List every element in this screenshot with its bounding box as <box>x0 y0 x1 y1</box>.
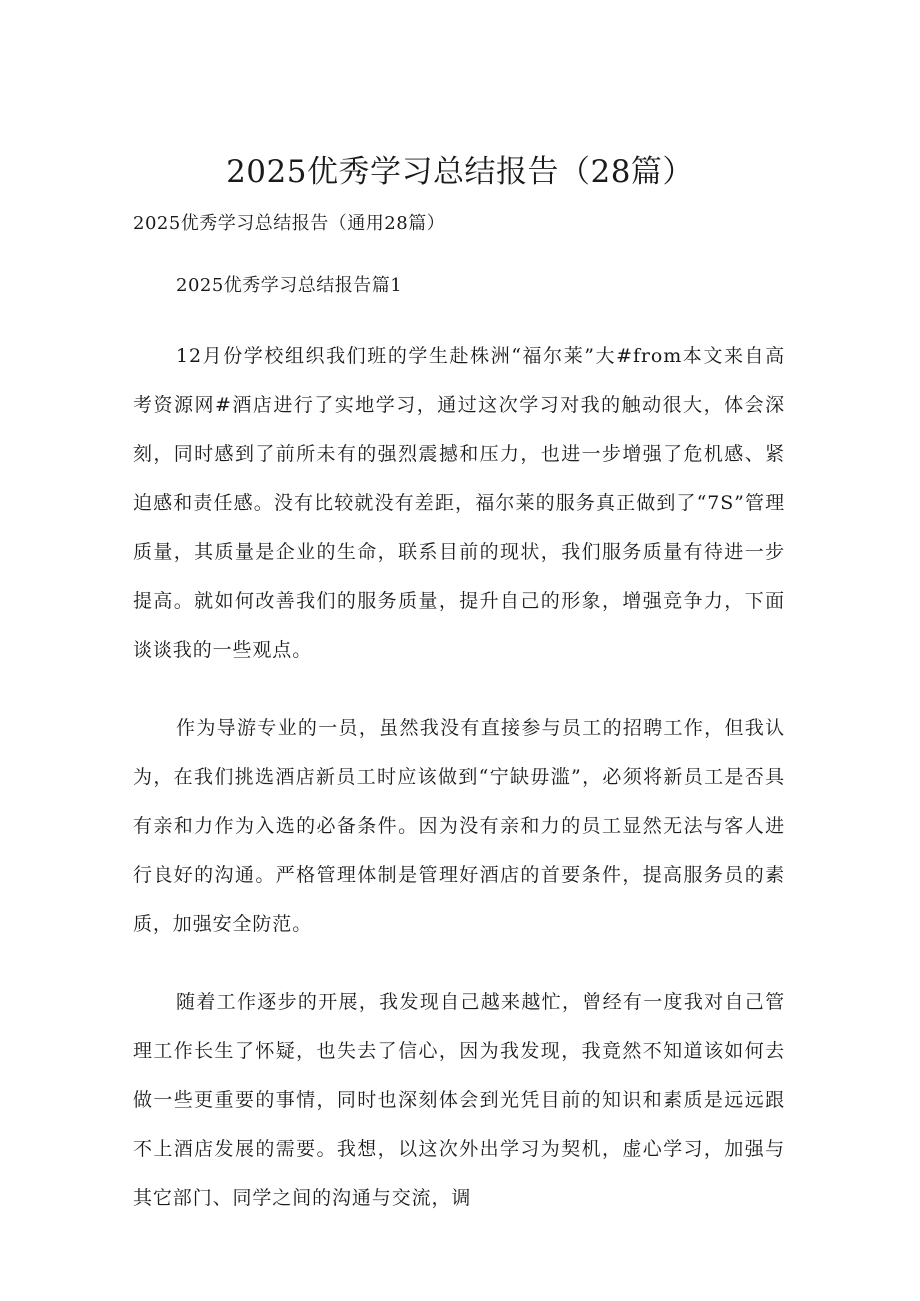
paragraph-1: 12月份学校组织我们班的学生赴株洲“福尔莱”大#from本文来自高考资源网#酒店进行了实地学习，通过这次学习对我的触动很大，体会深刻，同时感到了前所未有的强烈震撼和压力，也进一步增强了危机感、紧迫感和责任感。没有比较就没有差距，福尔莱的服务真正做到了“7S”管理质量，其质量是企业的生命，联系目前的现状，我们服务质量有待进一步提高。就如何改善我们的服务质量，提升自己的形象，增强竞争力，下面谈谈我的一些观点。 <box>133 345 785 661</box>
document-title: 2025优秀学习总结报告（28篇） <box>226 154 694 190</box>
document-subtitle: 2025优秀学习总结报告（通用28篇） <box>133 213 446 234</box>
paragraph-3: 随着工作逐步的开展，我发现自己越来越忙，曾经有一度我对自己管理工作长生了怀疑，也失去了信心，因为我发现，我竟然不知道该如何去做一些更重要的事情，同时也深刻体会到光凭目前的知识和素质是远远跟不上酒店发展的需要。我想，以这次外出学习为契机，虚心学习，加强与其它部门、同学之间的沟通与交流，调 <box>133 991 785 1209</box>
paragraph-2: 作为导游专业的一员，虽然我没有直接参与员工的招聘工作，但我认为，在我们挑选酒店新员工时应该做到“宁缺毋滥”，必须将新员工是否具有亲和力作为入选的必备条件。因为没有亲和力的员工显然无法与客人进行良好的沟通。严格管理体制是管理好酒店的首要条件，提高服务员的素质，加强安全防范。 <box>133 717 785 935</box>
document-body <box>133 332 785 1252</box>
section-heading: 2025优秀学习总结报告篇1 <box>176 275 403 296</box>
